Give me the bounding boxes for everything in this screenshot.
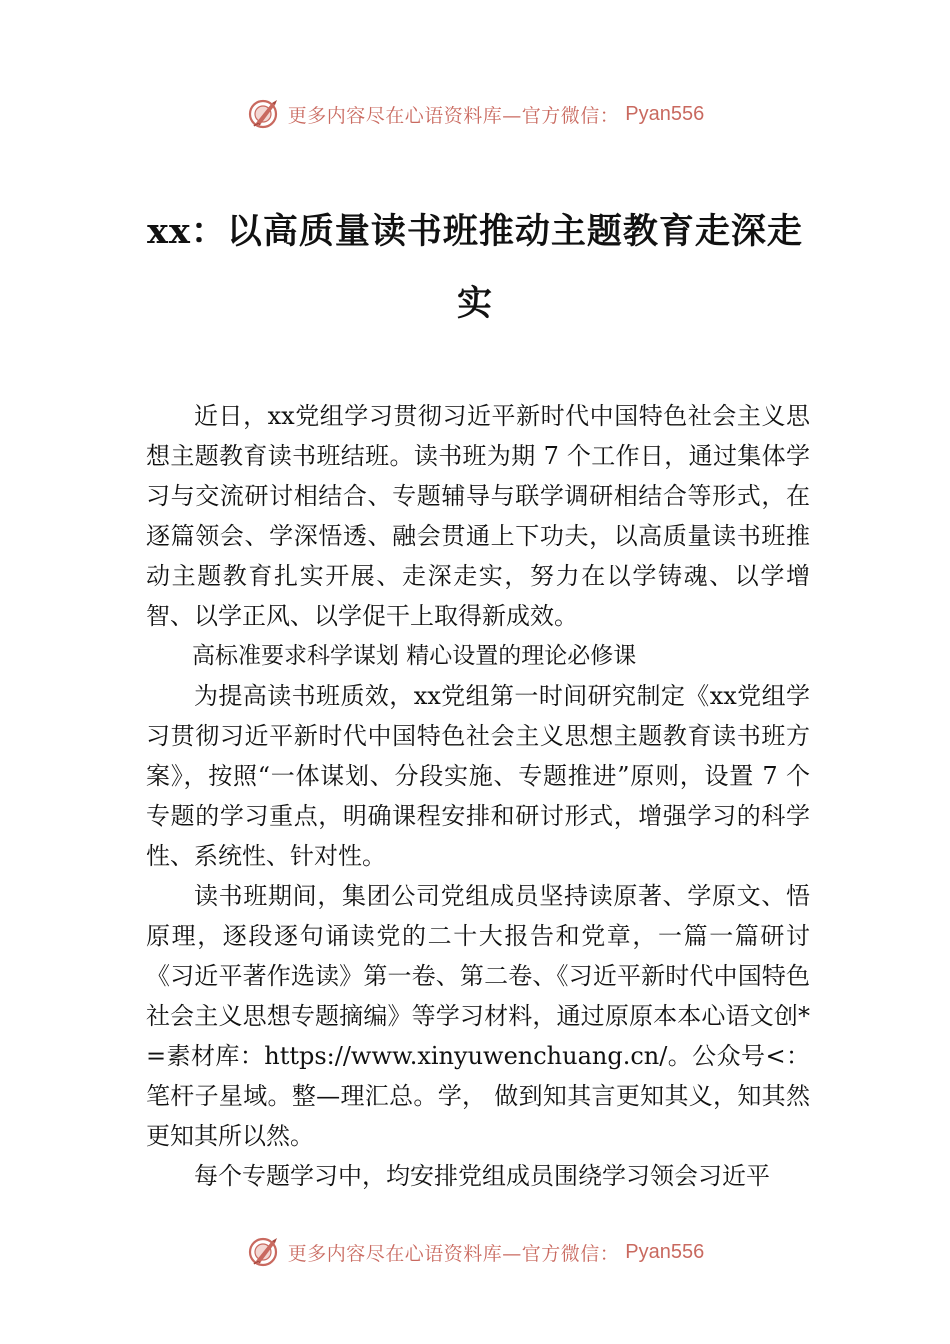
paragraph: 读书班期间，集团公司党组成员坚持读原著、学原文、悟原理，逐段逐句诵读党的二十大报告和党章，一篇一篇研讨《习近平著作选读》第一卷、第二卷、《习近平新时代中国特色社会主义思想专题摘编》等学习材料，通过原原本本心语文创*=素材库：https://www.xinyuwenchuang.cn/。公众号<：笔杆子星域。整—理汇总。学， 做到知其言更知其义，知其然更知其所以然。 bbox=[146, 882, 810, 1150]
quill-pen-seal-icon bbox=[246, 1234, 282, 1270]
banner-text: 更多内容尽在心语资料库—官方微信： bbox=[287, 104, 620, 127]
banner-text: 更多内容尽在心语资料库—官方微信： bbox=[287, 1242, 620, 1265]
paragraph: 为提高读书班质效，xx党组第一时间研究制定《xx党组学习贯彻习近平新时代中国特色社会主义思想主题教育读书班方案》，按照“一体谋划、分段实施、专题推进”原则，设置 7 个专题的学习重点，明确课程安排和研讨形式，增强学习的科学性、系统性、针对性。 bbox=[146, 682, 810, 870]
document-title: xx：以高质量读书班推动主题教育走深走实 bbox=[147, 211, 803, 324]
banner-account: Pyan556 bbox=[625, 102, 705, 125]
paragraph: 每个专题学习中，均安排党组成员围绕学习领会习近平 bbox=[194, 1162, 770, 1190]
document-body bbox=[146, 396, 810, 1196]
section-heading: 高标准要求科学谋划 精心设置的理论必修课 bbox=[192, 643, 637, 669]
quill-pen-seal-icon bbox=[246, 96, 282, 132]
footer-watermark-banner bbox=[0, 1232, 950, 1272]
banner-account: Pyan556 bbox=[625, 1240, 705, 1263]
header-watermark-banner bbox=[0, 94, 950, 134]
paragraph: 近日，xx党组学习贯彻习近平新时代中国特色社会主义思想主题教育读书班结班。读书班为期 7 个工作日，通过集体学习与交流研讨相结合、专题辅导与联学调研相结合等形式，在逐篇领会、学深悟透、融会贯通上下功夫，以高质量读书班推动主题教育扎实开展、走深走实，努力在以学铸魂、以学增智、以学正风、以学促干上取得新成效。 bbox=[146, 402, 810, 630]
